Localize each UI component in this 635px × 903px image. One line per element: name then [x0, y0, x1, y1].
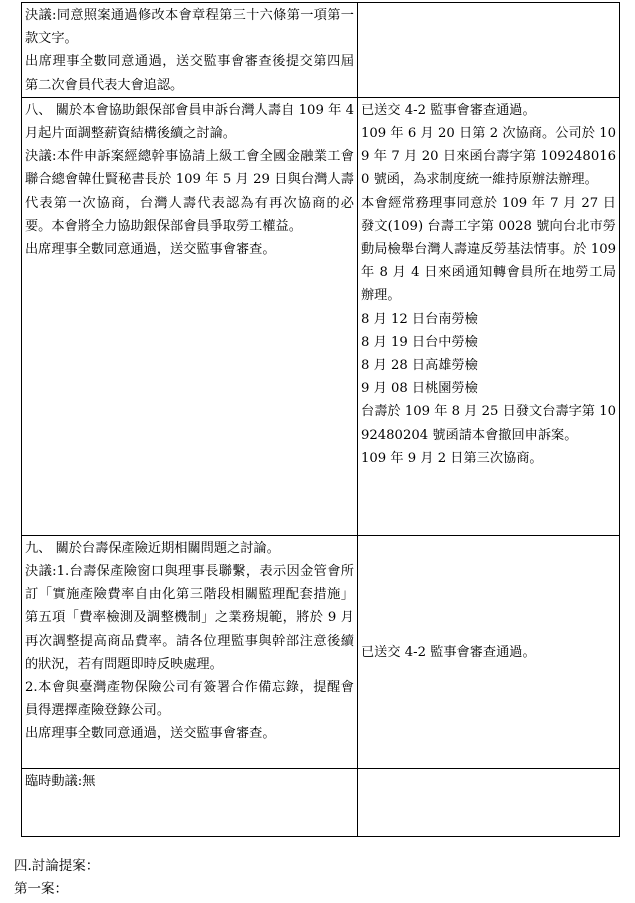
paragraph: 決議:本件申訴案經總幹事協請上級工會全國金融業工會聯合總會韓仕賢秘書長於 109 年 5 月 29 日與台灣人壽代表第一次協商，台灣人壽代表認為有再次協商的必要。本會將全力協助銀保部會員爭取勞工權益。 [25, 149, 354, 234]
paragraph: 已送交 4-2 監事會審查通過。 [361, 644, 536, 660]
paragraph: 決議:1.台壽保產險窗口與理事長聯繫，表示因金管會所訂「實施產險費率自由化第三階段相關監理配套措施」第五項「費率檢測及調整機制」之業務規範，將於 9 月再次調整提高商品費率。請各位理監事與幹部注意後續的狀況，若有問題即時反映處理。 [25, 564, 354, 672]
resolution-cell [22, 3, 358, 98]
resolution-cell [22, 768, 358, 836]
case-label: 第一案： [14, 881, 68, 897]
status-cell [358, 535, 620, 768]
paragraph: 2.本會與臺灣產物保險公司有簽署合作備忘錄，提醒會員得選擇產險登錄公司。 [25, 680, 354, 719]
table-row [22, 535, 620, 768]
table-row [22, 768, 620, 836]
table-row [22, 97, 620, 535]
status-cell [358, 97, 620, 535]
paragraph: 8 月 19 日台中勞檢 [361, 334, 478, 350]
section-heading: 四.討論提案： [14, 858, 100, 874]
paragraph: 9 月 08 日桃園勞檢 [361, 381, 478, 397]
status-cell [358, 768, 620, 836]
paragraph: 出席理事全數同意通過，送交監事會審查。 [25, 242, 276, 258]
paragraph: 8 月 28 日高雄勞檢 [361, 358, 478, 374]
item-heading: 八、 關於本會協助銀保部會員申訴台灣人壽自 109 年 4 月起片面調整薪資結構後續之討論。 [25, 102, 354, 142]
paragraph: 決議:同意照案通過修改本會章程第三十六條第一項第一款文字。 [25, 8, 354, 47]
paragraph: 8 月 12 日台南勞檢 [361, 311, 478, 327]
paragraph: 109 年 6 月 20 日第 2 次協商。公司於 109 年 7 月 20 日來函台壽字第 1092480160 號函，為求制度統一維持原辦法辦理。 [361, 126, 616, 188]
resolution-cell [22, 97, 358, 535]
minutes-table [21, 2, 620, 837]
paragraph: 臨時動議:無 [25, 773, 96, 789]
paragraph: 出席理事全數同意通過，送交監事會審查後提交第四屆第二次會員代表大會追認。 [25, 54, 354, 93]
paragraph: 本會經常務理事同意於 109 年 7 月 27 日發文(109) 台壽工字第 0028 號向台北市勞動局檢舉台灣人壽違反勞基法情事。於 109 年 8 月 4 日來函通知轉會員所在地勞工局辦理。 [361, 195, 616, 304]
paragraph: 出席理事全數同意通過，送交監事會審查。 [25, 726, 276, 742]
paragraph: 109 年 9 月 2 日第三次協商。 [361, 450, 543, 466]
status-cell [358, 3, 620, 98]
resolution-cell [22, 535, 358, 768]
table-row [22, 3, 620, 98]
paragraph: 已送交 4-2 監事會審查通過。 [361, 102, 536, 118]
item-heading: 九、 關於台壽保產險近期相關問題之討論。 [25, 540, 280, 556]
paragraph: 台壽於 109 年 8 月 25 日發文台壽字第 1092480204 號函請本會撤回申訴案。 [361, 404, 616, 443]
